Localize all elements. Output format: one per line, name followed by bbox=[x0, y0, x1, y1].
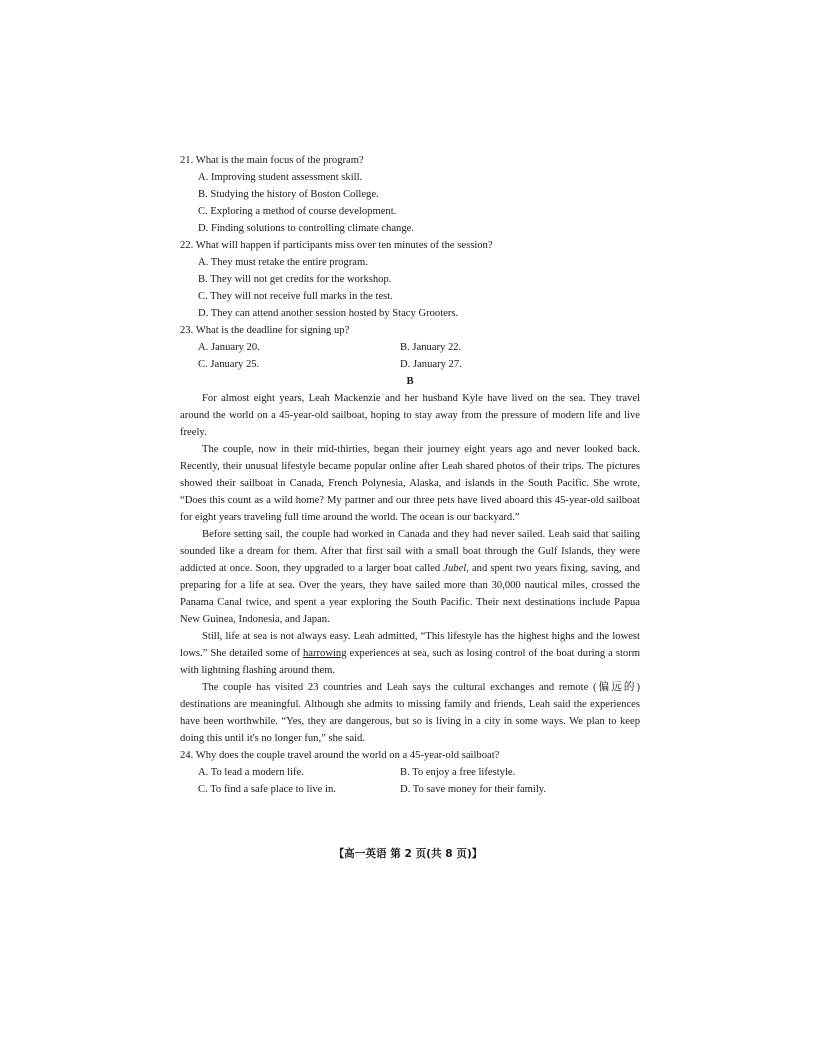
question-21-option-d: D. Finding solutions to controlling climate change. bbox=[198, 223, 414, 234]
passage-paragraph-4-text-a: Still, life at sea is not always easy. Leah admitted, “This lifestyle has the highest highs and the lowest lows.” She detailed some of bbox=[180, 631, 640, 659]
passage-paragraph-2 bbox=[180, 441, 640, 526]
question-23-option-c: C. January 25. bbox=[198, 359, 260, 370]
boat-name: Jubel bbox=[443, 563, 467, 574]
passage-paragraph-2-text: The couple, now in their mid-thirties, began their journey eight years ago and never looked back. Recently, their unusual lifestyle became popular online after Leah shared photos of their trips. The pictures showed their sailboat in Canada, French Polynesia, Alaska, and islands in the South Pacific. She wrote, “Does this count as a wild home? My partner and our three pets have lived aboard this 45-year-old sailboat for eight years traveling full time around the world. The ocean is our backyard.” bbox=[180, 444, 640, 523]
page-footer: 【高一英语 第 2 页(共 8 页)】 bbox=[333, 848, 483, 860]
passage-paragraph-5-text: The couple has visited 23 countries and Leah says the cultural exchanges and remote (偏远的) destinations are meaningful. Although she admits to missing family and friends, Leah said the experiences have been worthwhile. “Yes, they are dangerous, but so is living in a city in some ways. We plan to keep doing this until it's no longer fun,” she said. bbox=[180, 682, 640, 744]
passage-paragraph-5 bbox=[180, 679, 640, 747]
question-24-options-row-2 bbox=[180, 781, 640, 798]
section-b-heading: B bbox=[406, 376, 414, 387]
underlined-word-harrowing: harrowing bbox=[302, 648, 347, 659]
passage-paragraph-1 bbox=[180, 390, 640, 441]
question-24-option-b: B. To enjoy a free lifestyle. bbox=[400, 767, 516, 778]
passage-paragraph-3-text-b: , and spent two years fixing, saving, and preparing for a life at sea. Over the years, they have sailed more than 30,000 nautical miles, crossed the Panama Canal twice, and spent a year exploring the South Pacific. Their next destinations include Papua New Guinea, Indonesia, and Japan. bbox=[180, 563, 640, 625]
exam-page-content bbox=[180, 152, 640, 798]
question-23-stem: 23. What is the deadline for signing up? bbox=[180, 325, 350, 336]
question-24-option-a: A. To lead a modern life. bbox=[198, 767, 304, 778]
question-24-stem: 24. Why does the couple travel around the world on a 45-year-old sailboat? bbox=[180, 750, 500, 761]
passage-paragraph-4 bbox=[180, 628, 640, 679]
passage-paragraph-4-text-b: experiences at sea, such as losing control of the boat during a storm with lightning flashing around them. bbox=[180, 648, 640, 676]
question-22-option-b: B. They will not get credits for the workshop. bbox=[198, 274, 392, 285]
passage-paragraph-3 bbox=[180, 526, 640, 628]
question-21-option-b: B. Studying the history of Boston College. bbox=[198, 189, 379, 200]
question-23-option-b: B. January 22. bbox=[400, 342, 462, 353]
passage-paragraph-1-text: For almost eight years, Leah Mackenzie and her husband Kyle have lived on the sea. They travel around the world on a 45-year-old sailboat, hoping to stay away from the pressure of modern life and live freely. bbox=[180, 393, 640, 438]
question-23-option-a: A. January 20. bbox=[198, 342, 260, 353]
question-23-options-row-1 bbox=[180, 339, 640, 356]
question-21-option-a: A. Improving student assessment skill. bbox=[198, 172, 363, 183]
question-22-option-c: C. They will not receive full marks in the test. bbox=[198, 291, 393, 302]
question-23-option-d: D. January 27. bbox=[400, 359, 462, 370]
question-24-options-row-1 bbox=[180, 764, 640, 781]
question-24-option-d: D. To save money for their family. bbox=[400, 784, 547, 795]
question-21-stem: 21. What is the main focus of the program? bbox=[180, 155, 364, 166]
question-22-stem: 22. What will happen if participants miss over ten minutes of the session? bbox=[180, 240, 493, 251]
question-21-option-c: C. Exploring a method of course development. bbox=[198, 206, 397, 217]
question-24-option-c: C. To find a safe place to live in. bbox=[198, 784, 336, 795]
question-22-option-d: D. They can attend another session hosted by Stacy Grooters. bbox=[198, 308, 459, 319]
passage-paragraph-3-text-a: Before setting sail, the couple had worked in Canada and they had never sailed. Leah said that sailing sounded like a dream for them. After that first sail with a small boat through the Gulf Islands, they were addicted at once. Soon, they upgraded to a larger boat called bbox=[180, 529, 640, 574]
question-23-options-row-2 bbox=[180, 356, 640, 373]
question-22-option-a: A. They must retake the entire program. bbox=[198, 257, 368, 268]
